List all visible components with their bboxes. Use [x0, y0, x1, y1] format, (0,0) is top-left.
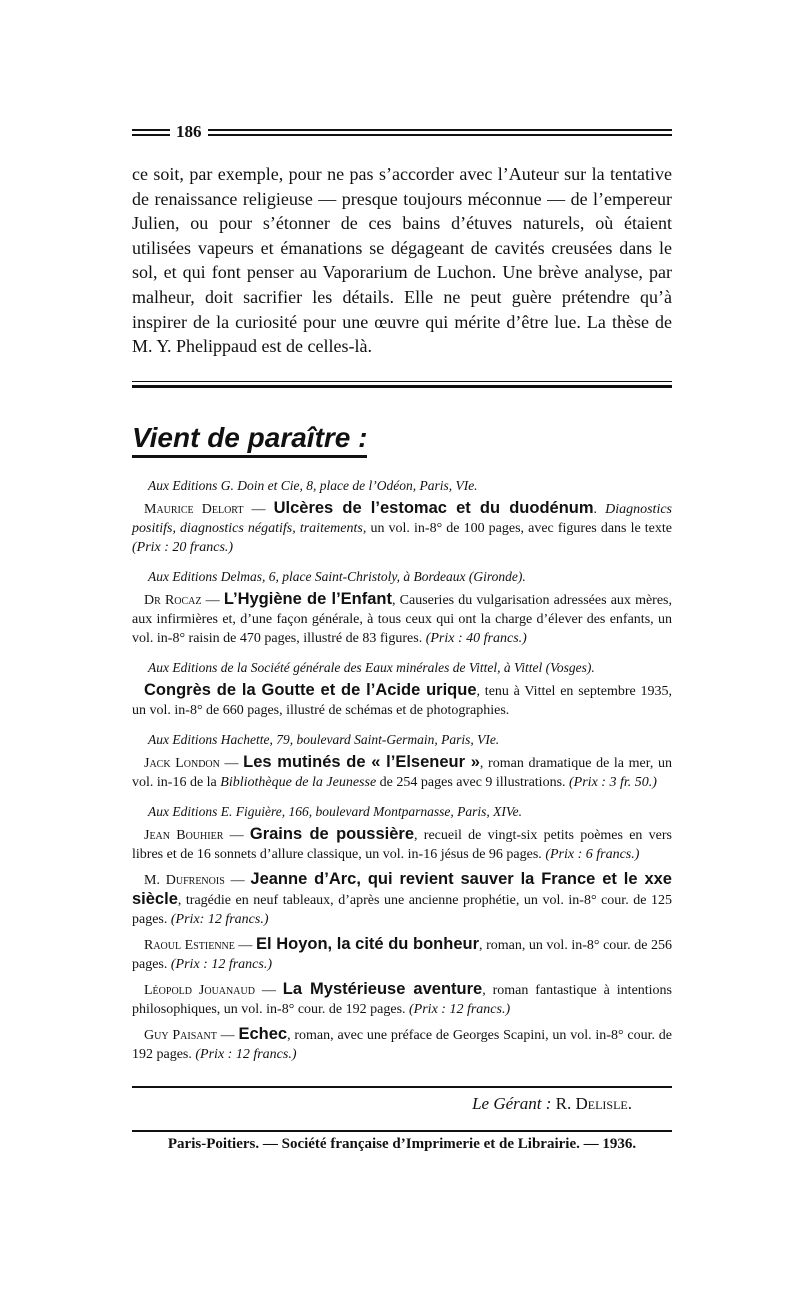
publisher-line: Aux Editions Hachette, 79, boulevard Saint-Germain, Paris, VIe.: [148, 731, 500, 747]
gerant-line: [132, 1094, 672, 1114]
entry-desc: , roman, avec une préface de Georges Scapini, un vol. in-8° cour. de 192 pages.: [132, 1027, 672, 1062]
entry-price: (Prix : 6 francs.): [545, 846, 640, 862]
entry-price: (Prix : 40 francs.): [425, 630, 527, 646]
entry-price: (Prix : 12 francs.): [195, 1046, 297, 1062]
book-entry: Dr Rocaz — L’Hygiène de l’Enfant, Causeries du vulgarisation adressées aux mères, aux infirmières et, d’une façon générale, à tous ceux qui ont la charge d’élever des enfants, un vol. in-8° raisin de 470 pages, illustré de 83 figures. (Prix : 40 francs.): [132, 589, 672, 646]
entry-price: (Prix : 12 francs.): [409, 1001, 511, 1017]
entry-price: (Prix : 3 fr. 50.): [569, 774, 657, 790]
entry-author: M. Dufrenois: [144, 872, 225, 888]
entry-desc-italic: Bibliothèque de la Jeunesse: [220, 774, 377, 790]
entry-title: Congrès de la Goutte et de l’Acide urique: [144, 680, 477, 699]
entry-author: Guy Paisant: [144, 1027, 217, 1043]
book-entry: M. Dufrenois — Jeanne d’Arc, qui revient sauver la France et le xxe siècle, tragédie en neuf tableaux, d’après une ancienne prophétie, un vol. in-8° cour. de 125 pages. (Prix: 12 francs.): [132, 869, 672, 927]
publisher-line: Aux Editions G. Doin et Cie, 8, place de l’Odéon, Paris, VIe.: [148, 477, 478, 493]
footer-rule: [132, 1086, 672, 1088]
entry-title: Les mutinés de « l’Elseneur »: [243, 752, 480, 771]
book-entry: Guy Paisant — Echec, roman, avec une préface de Georges Scapini, un vol. in-8° cour. de 192 pages. (Prix : 12 francs.): [132, 1024, 672, 1062]
entry-desc: , tragédie en neuf tableaux, d’après une ancienne prophétie, un vol. in-8° cour. de 125 pages.: [132, 892, 672, 927]
publisher-line: Aux Editions de la Société générale des Eaux minérales de Vittel, à Vittel (Vosges).: [148, 659, 595, 675]
entry-desc-italic: Diagnostics positifs, diagnostics négatifs, traitements: [132, 501, 672, 536]
section-heading: [132, 422, 672, 454]
entry-title: Echec: [238, 1024, 288, 1043]
printer-line: Paris-Poitiers. — Société française d’Imprimerie et de Librairie. — 1936.: [167, 1135, 637, 1152]
entry-author: Jean Bouhier: [144, 827, 224, 843]
page-number: 186: [176, 122, 202, 141]
entry-title: Ulcères de l’estomac et du duodénum: [273, 498, 594, 517]
entry-title: La Mystérieuse aventure: [282, 979, 483, 998]
entry-title: Jeanne d’Arc, qui revient sauver la France et le xxe siècle: [132, 869, 672, 908]
book-entry: Jean Bouhier — Grains de poussière, recueil de vingt-six petits poèmes en vers libres et de 16 sonnets d’allure classique, un vol. in-16 jésus de 96 pages. (Prix : 6 francs.): [132, 824, 672, 862]
entry-desc: , roman, un vol. in-8° cour. de 256 pages.: [132, 937, 672, 972]
publisher-line: Aux Editions E. Figuière, 166, boulevard Montparnasse, Paris, XIVe.: [148, 803, 522, 819]
printer-rule: [132, 1130, 672, 1132]
book-entry: Maurice Delort — Ulcères de l’estomac et du duodénum. Diagnostics positifs, diagnostics négatifs, traitements, un vol. in-8° de 100 pages, avec figures dans le texte (Prix : 20 francs.): [132, 498, 672, 555]
entry-desc: , roman dramatique de la mer, un vol. in-16 de la: [132, 755, 672, 790]
header-rule-right: [208, 129, 673, 136]
gerant-label: Le Gérant :: [472, 1093, 552, 1113]
entry-desc: de 254 pages avec 9 illustrations.: [376, 774, 566, 790]
entry-desc: , roman fantastique à intentions philosophiques, un vol. in-8° cour. de 192 pages.: [132, 982, 673, 1017]
entry-title: L’Hygiène de l’Enfant: [223, 589, 393, 608]
entry-price: (Prix : 20 francs.): [132, 539, 234, 555]
entry-author: Jack London: [144, 755, 220, 771]
entry-price: (Prix: 12 francs.): [170, 911, 269, 927]
entry-title: El Hoyon, la cité du bonheur: [255, 934, 480, 953]
publisher-line: Aux Editions Delmas, 6, place Saint-Christoly, à Bordeaux (Gironde).: [148, 568, 526, 584]
page-header: [132, 118, 672, 146]
book-entry: Léopold Jouanaud — La Mystérieuse aventure, roman fantastique à intentions philosophiques, un vol. in-8° cour. de 192 pages. (Prix : 12 francs.): [132, 979, 673, 1017]
gerant-name: R. Delisle.: [555, 1093, 632, 1113]
entry-desc: , recueil de vingt-six petits poèmes en vers libres et de 16 sonnets d’allure classique, un vol. in-16 jésus de 96 pages.: [132, 827, 672, 862]
entry-author: Dr Rocaz: [144, 592, 202, 608]
book-entry: Raoul Estienne — El Hoyon, la cité du bonheur, roman, un vol. in-8° cour. de 256 pages. (Prix : 12 francs.): [132, 934, 672, 972]
entry-price: (Prix : 12 francs.): [170, 956, 272, 972]
book-entry: [132, 681, 672, 720]
entry-title: Grains de poussière: [249, 824, 415, 843]
page: [132, 118, 672, 1153]
entry-author: Raoul Estienne: [144, 937, 235, 953]
entry-author: Léopold Jouanaud: [144, 982, 255, 998]
entry-desc: , Causeries du vulgarisation adressées aux mères, aux infirmières et, d’une façon générale, à tous ceux qui ont la charge d’élever des enfants, un vol. in-8° raisin de 470 pages, illustré de 83 figures.: [132, 592, 672, 646]
section-separator: [132, 381, 672, 388]
entry-desc: , tenu à Vittel en septembre 1935, un vol. in-8° de 660 pages, illustré de schémas et de photographies.: [132, 683, 672, 718]
book-entry: Jack London — Les mutinés de « l’Elseneur », roman dramatique de la mer, un vol. in-16 de la Bibliothèque de la Jeunesse de 254 pages avec 9 illustrations. (Prix : 3 fr. 50.): [132, 752, 672, 790]
heading-text: Vient de paraître :: [132, 422, 367, 458]
intro-paragraph: ce soit, par exemple, pour ne pas s’accorder avec l’Auteur sur la tentative de renaissance religieuse — presque toujours méconnue — de l’empereur Julien, ou pour s’étonner de ces bains d’étuves naturels, où étaient utilisées vapeurs et émanations se dégageant de cavités creusées dans le sol, et qui font penser au Vaporarium de Luchon. Une brève analyse, par malheur, doit sacrifier les détails. Elle ne peut guère prétendre qu’à inspirer de la curiosité pour une œuvre qui mérite d’être lue. La thèse de M. Y. Phelippaud est de celles-là.: [132, 164, 672, 357]
entry-desc: , un vol. in-8° de 100 pages, avec figures dans le texte: [362, 520, 672, 536]
header-rule-left: [132, 129, 170, 136]
entry-author: Maurice Delort: [144, 501, 244, 517]
publication-listing: [132, 476, 672, 1064]
